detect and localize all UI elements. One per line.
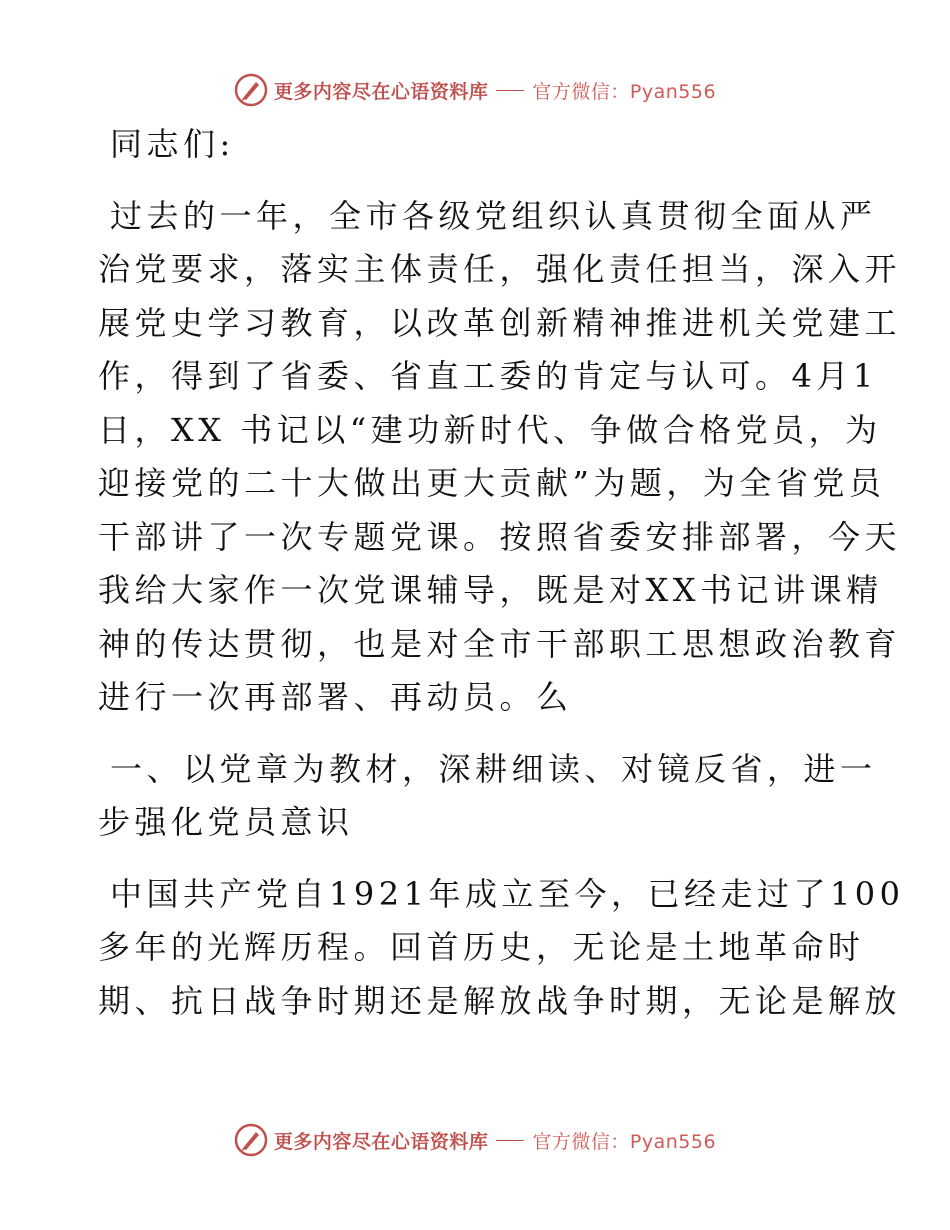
paragraph-line: 中国共产党自1921年成立至今，已经走过了100 — [110, 874, 905, 913]
paragraph-line: 作，得到了省委、省直工委的肯定与认可。4月1 — [98, 357, 878, 395]
section-heading-1 — [98, 743, 877, 850]
banner-ad-text: 更多内容尽在心语资料库 — [273, 80, 489, 103]
banner-wechat-text: 官方微信：Pyan556 — [532, 80, 717, 103]
paragraph-line: 治党要求，落实主体责任，强化责任担当，深入开 — [98, 250, 902, 288]
paragraph-line: 多年的光辉历程。回首历史，无论是土地革命时 — [98, 928, 865, 966]
paragraph-1 — [98, 190, 902, 725]
salutation: 同志们: — [110, 125, 235, 163]
paragraph-2 — [98, 868, 905, 1029]
paragraph-line: 展党史学习教育，以改革创新精神推进机关党建工 — [98, 303, 902, 342]
banner-wechat-text: 官方微信：Pyan556 — [532, 1130, 717, 1153]
document-body — [98, 118, 905, 1028]
banner-ad-text: 更多内容尽在心语资料库 — [273, 1130, 489, 1153]
paragraph-line: 干部讲了一次专题党课。按照省委安排部署，今天 — [98, 517, 902, 556]
paragraph-line: 过去的一年，全市各级党组织认真贯彻全面从严 — [110, 196, 877, 235]
quill-pen-logo-icon — [234, 1123, 268, 1157]
heading-line: 一、以党章为教材，深耕细读、对镜反省，进一 — [110, 749, 877, 788]
footer-banner — [0, 1120, 950, 1160]
header-banner — [0, 70, 950, 110]
quill-pen-logo-icon — [234, 73, 268, 107]
banner-separator — [496, 1140, 524, 1141]
paragraph-line: 我给大家作一次党课辅导，既是对XX书记讲课精 — [98, 571, 883, 609]
paragraph-line: 期、抗日战争时期还是解放战争时期，无论是解放 — [98, 981, 902, 1020]
paragraph-line: 日，XX 书记以“建功新时代、争做合格党员，为 — [98, 410, 882, 449]
paragraph-line: 迎接党的二十大做出更大贡献”为题，为全省党员 — [98, 464, 886, 502]
banner-separator — [496, 90, 524, 91]
heading-line: 步强化党员意识 — [98, 803, 354, 841]
paragraph-line: 进行一次再部署、再动员。么 — [98, 678, 573, 716]
paragraph-line: 神的传达贯彻，也是对全市干部职工思想政治教育 — [98, 624, 902, 663]
